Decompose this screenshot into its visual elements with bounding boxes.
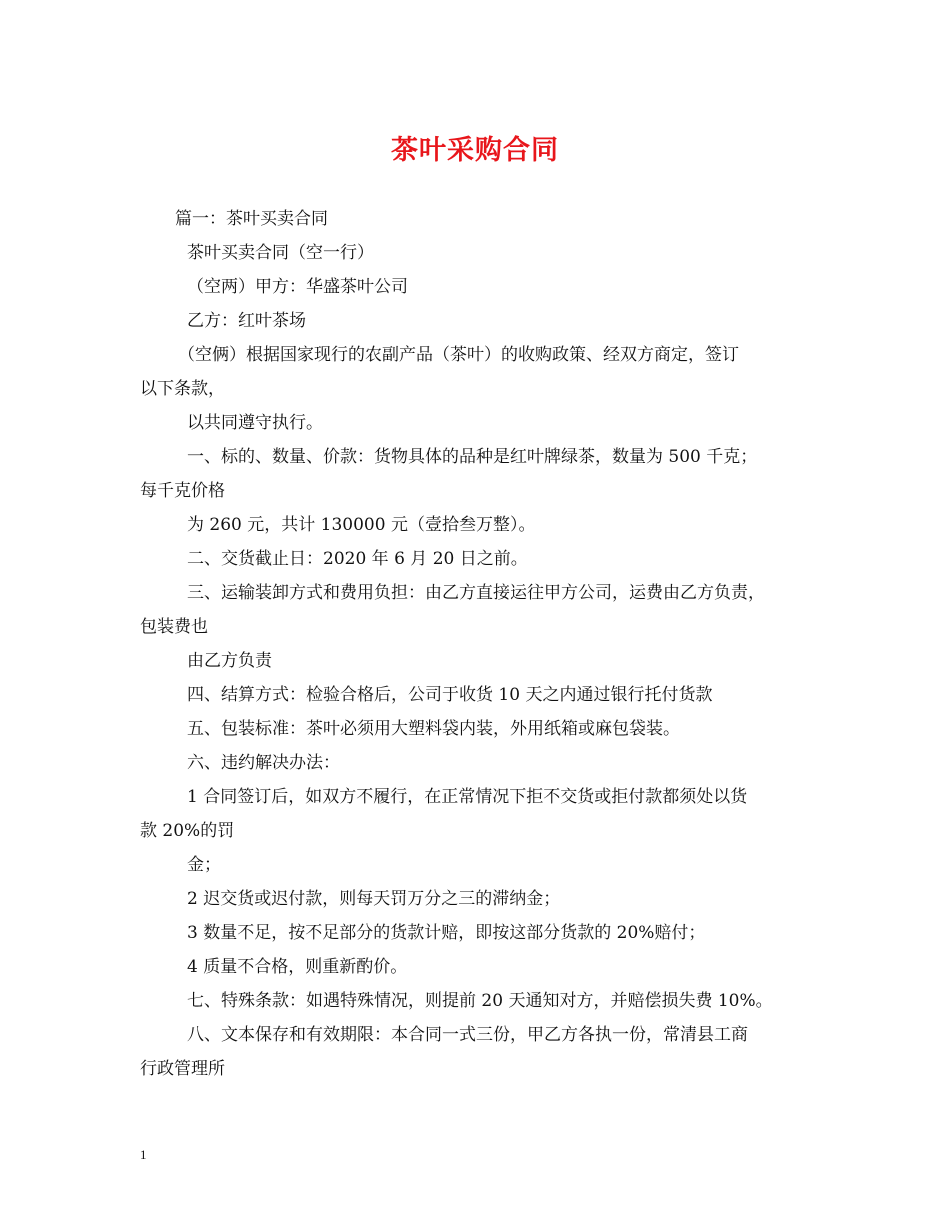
page-number: 1 (140, 1147, 147, 1162)
clause-line: 为 260 元，共计 130000 元（壹拾叁万整）。 (187, 515, 536, 535)
clause-line: 包装费也 (140, 617, 208, 637)
clause-line: 六、违约解决办法： (187, 753, 340, 773)
clause-line: 由乙方负责 (187, 651, 272, 671)
clause-line: 五、包装标准：茶叶必须用大塑料袋内装，外用纸箱或麻包袋装。 (187, 719, 680, 739)
clause-line: 二、交货截止日：2020 年 6 月 20 日之前。 (187, 549, 528, 569)
clause-line: 行政管理所 (140, 1059, 225, 1079)
clause-line: 四、结算方式：检验合格后，公司于收货 10 天之内通过银行托付货款 (187, 685, 713, 705)
paragraph-line: 以共同遵守执行。 (187, 413, 323, 433)
section-heading: 篇一：茶叶买卖合同 (175, 209, 328, 229)
contract-subtitle: 茶叶买卖合同（空一行） (187, 243, 374, 263)
clause-line: 款 20%的罚 (140, 821, 235, 841)
clause-line: 1 合同签订后，如双方不履行，在正常情况下拒不交货或拒付款都须处以货 (187, 787, 748, 807)
clause-line: 2 迟交货或迟付款，则每天罚万分之三的滞纳金； (187, 889, 561, 909)
clause-line: 八、文本保存和有效期限：本合同一式三份，甲乙方各执一份，常清县工商 (187, 1025, 748, 1045)
clause-line: 每千克价格 (140, 481, 225, 501)
paragraph-line: 以下条款， (140, 379, 225, 399)
clause-line: 4 质量不合格，则重新酌价。 (187, 957, 408, 977)
clause-line: 3 数量不足，按不足部分的货款计赔，即按这部分货款的 20%赔付； (187, 923, 706, 943)
clause-line: 三、运输装卸方式和费用负担：由乙方直接运往甲方公司，运费由乙方负责， (187, 583, 765, 603)
clause-line: 金； (187, 855, 221, 875)
clause-line: 七、特殊条款：如遇特殊情况，则提前 20 天通知对方，并赔偿损失费 10%。 (187, 991, 773, 1011)
party-a: （空两）甲方：华盛茶叶公司 (187, 277, 408, 297)
clause-line: 一、标的、数量、价款：货物具体的品种是红叶牌绿茶，数量为 500 千克； (187, 447, 758, 467)
paragraph-line: （空俩）根据国家现行的农副产品（茶叶）的收购政策、经双方商定，签订 (178, 345, 739, 365)
party-b: 乙方：红叶茶场 (187, 311, 306, 331)
document-title: 茶叶采购合同 (391, 135, 559, 166)
